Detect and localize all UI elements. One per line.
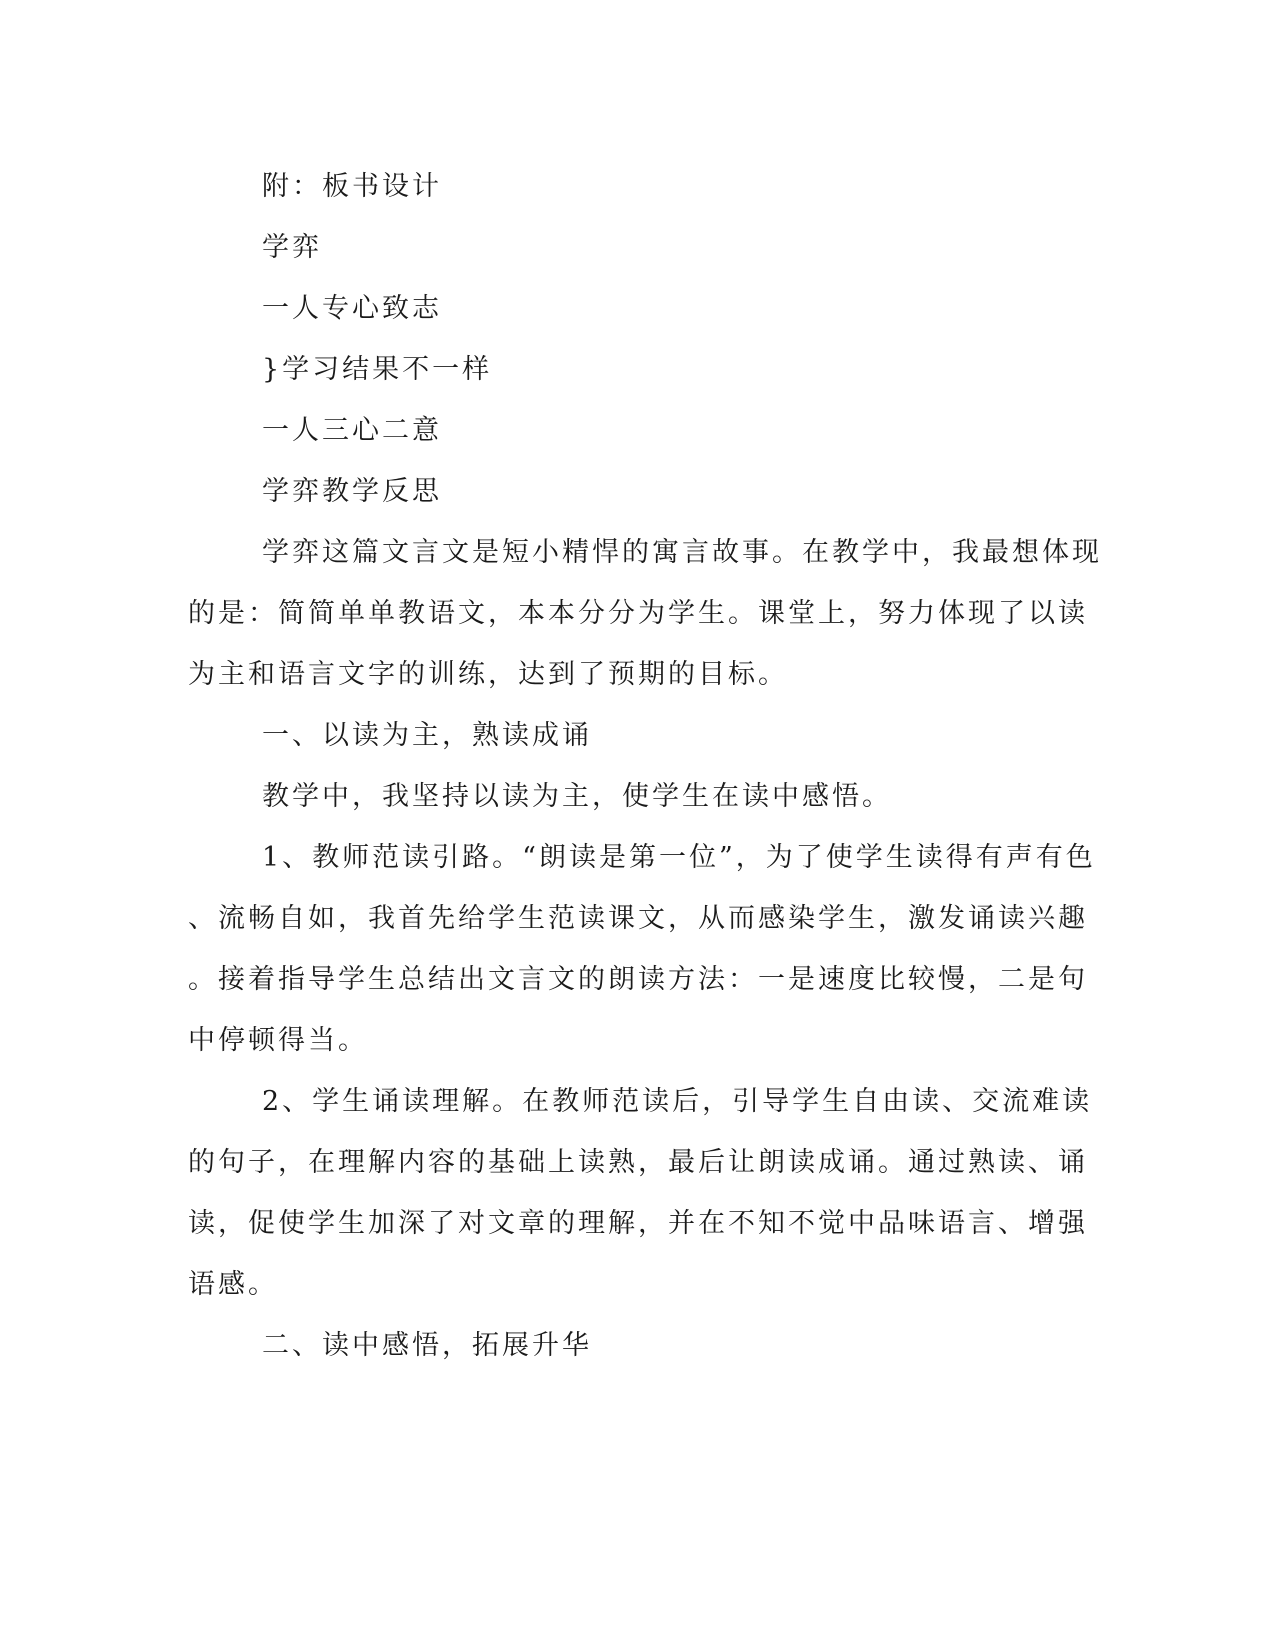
item1-line-2: 、流畅自如，我首先给学生范读课文，从而感染学生，激发诵读兴趣 bbox=[188, 903, 1088, 934]
board-line-3: 一人三心二意 bbox=[262, 415, 442, 446]
section2-heading: 二、读中感悟，拓展升华 bbox=[262, 1330, 592, 1361]
intro-line-1: 学弈这篇文言文是短小精悍的寓言故事。在教学中，我最想体现 bbox=[262, 537, 1102, 568]
item2-line-2: 的句子，在理解内容的基础上读熟，最后让朗读成诵。通过熟读、诵 bbox=[188, 1147, 1088, 1178]
reflection-title: 学弈教学反思 bbox=[262, 476, 442, 507]
intro-line-2: 的是：简简单单教语文，本本分分为学生。课堂上，努力体现了以读 bbox=[188, 598, 1088, 629]
item2-line-3: 读，促使学生加深了对文章的理解，并在不知不觉中品味语言、增强 bbox=[188, 1208, 1088, 1239]
board-line-2: }学习结果不一样 bbox=[262, 354, 493, 385]
board-line-1: 一人专心致志 bbox=[262, 293, 442, 324]
section1-summary: 教学中，我坚持以读为主，使学生在读中感悟。 bbox=[262, 781, 892, 812]
item2-line-1: 2、学生诵读理解。在教师范读后，引导学生自由读、交流难读 bbox=[262, 1086, 1093, 1117]
appendix-heading: 附：板书设计 bbox=[262, 171, 442, 202]
item1-line-3: 。接着指导学生总结出文言文的朗读方法：一是速度比较慢，二是句 bbox=[188, 964, 1088, 995]
section1-heading: 一、以读为主，熟读成诵 bbox=[262, 720, 592, 751]
board-title: 学弈 bbox=[262, 232, 322, 263]
item1-line-1: 1、教师范读引路。“朗读是第一位”，为了使学生读得有声有色 bbox=[262, 842, 1096, 873]
intro-line-3: 为主和语言文字的训练，达到了预期的目标。 bbox=[188, 659, 788, 690]
item2-line-4: 语感。 bbox=[188, 1269, 278, 1300]
item1-line-4: 中停顿得当。 bbox=[188, 1025, 368, 1056]
